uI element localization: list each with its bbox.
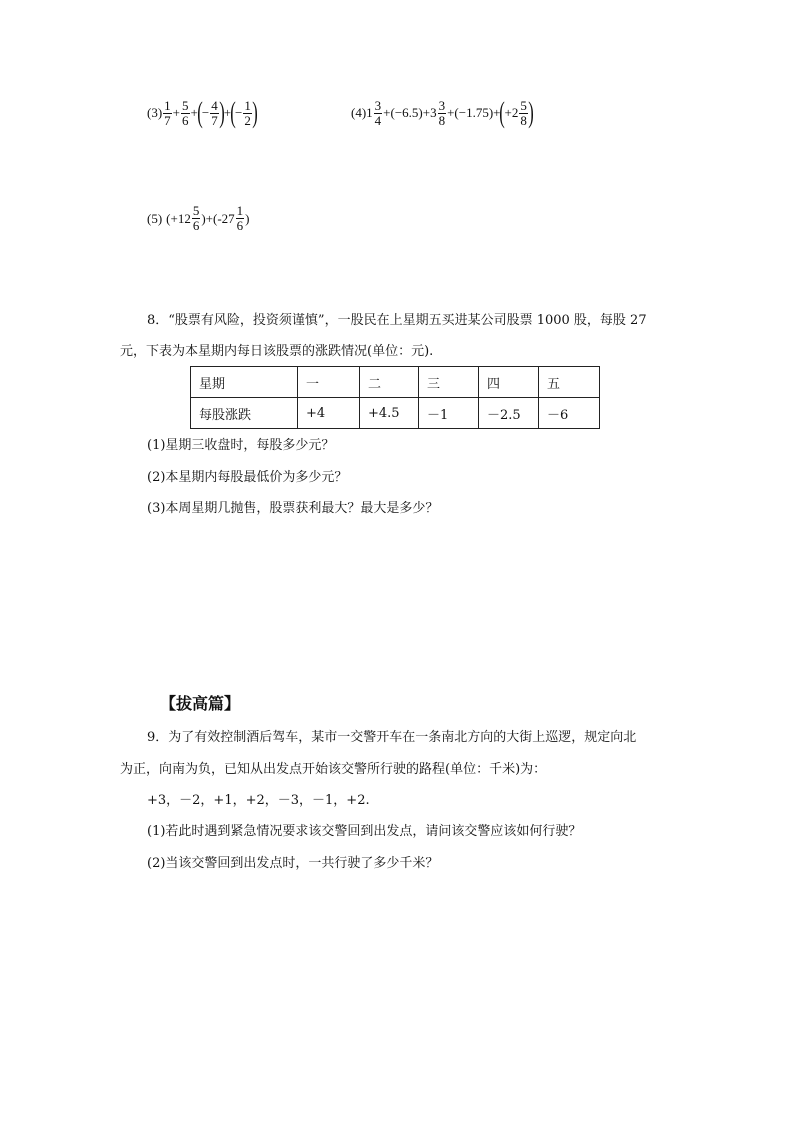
left-paren: (	[230, 96, 236, 129]
problem-5	[147, 204, 250, 233]
operator: +	[190, 105, 198, 120]
fraction: $\frac{1}{2}$	[244, 97, 251, 128]
fraction: $\frac{5}{6}$	[182, 97, 189, 128]
expression-text: +(−6.5)+3	[383, 105, 437, 120]
question-9-sub2: (2)当该交警回到出发点时，一共行驶了多少千米？	[147, 856, 439, 871]
fraction: $\frac{4}{7}$	[211, 97, 218, 128]
fraction: $\frac{1}{6}$	[236, 203, 244, 233]
operator: +	[172, 105, 181, 120]
table-cell: 三	[419, 367, 479, 398]
question-8-line1: 8．“股票有风险，投资须谨慎”，一股民在上星期五买进某公司股票 1000 股，每股 27	[147, 313, 647, 328]
right-paren: )	[252, 96, 258, 129]
table-cell: +4.5	[360, 398, 419, 429]
problem-4	[351, 98, 533, 128]
question-8-sub3: (3)本周星期几抛售，股票获利最大？最大是多少？	[147, 501, 439, 516]
expression-text: (+12	[166, 210, 191, 226]
table-cell: 一	[298, 367, 360, 398]
operator: +	[223, 105, 232, 120]
fraction: $\frac{5}{8}$	[520, 97, 527, 128]
sign: −	[201, 105, 210, 120]
table-row	[191, 398, 600, 429]
table-cell: －2.5	[479, 398, 539, 429]
left-paren: (	[197, 96, 203, 129]
expression-text: )+(-27	[201, 210, 235, 226]
question-9-sub1: (1)若此时遇到紧急情况要求该交警回到出发点，请问该交警应该如何行驶？	[147, 824, 582, 839]
table-row	[191, 367, 600, 398]
table-cell: 每股涨跌	[191, 398, 298, 429]
fraction: $\frac{3}{4}$	[374, 97, 382, 128]
right-paren: )	[528, 96, 534, 129]
whole-number: 1	[366, 105, 373, 120]
problem-label: (3)	[147, 105, 163, 120]
sign: −	[235, 105, 243, 120]
stock-change-table	[190, 366, 600, 429]
right-paren: )	[218, 96, 225, 129]
question-9-line2: 为正，向南为负，已知从出发点开始该交警所行驶的路程(单位：千米)为：	[120, 762, 547, 777]
problem-3	[147, 98, 257, 128]
table-cell: 四	[479, 367, 539, 398]
question-8-sub2: (2)本星期内每股最低价为多少元？	[147, 470, 348, 485]
question-8-line2: 元，下表为本星期内每日该股票的涨跌情况(单位：元).	[120, 344, 434, 359]
question-9-line1: 9．为了有效控制酒后驾车，某市一交警开车在一条南北方向的大街上巡逻，规定向北	[147, 730, 637, 745]
problem-label: (4)	[351, 105, 367, 120]
table-cell: －6	[539, 398, 600, 429]
table-cell: 二	[360, 367, 419, 398]
question-8-sub1: (1)星期三收盘时，每股多少元？	[147, 438, 335, 453]
expression-text: +(−1.75)+	[447, 105, 501, 120]
sign: +2	[504, 105, 519, 120]
problem-label: (5)	[147, 210, 163, 226]
table-cell: +4	[298, 398, 360, 429]
table-cell: －1	[419, 398, 479, 429]
fraction: $\frac{1}{7}$	[164, 97, 171, 128]
table-cell: 五	[539, 367, 600, 398]
left-paren: (	[499, 96, 506, 129]
section-heading: 【拔高篇】	[160, 694, 241, 713]
fraction: $\frac{3}{8}$	[438, 97, 446, 128]
question-9-values: +3，－2，+1，+2，－3，－1，+2.	[147, 793, 370, 808]
fraction: $\frac{5}{6}$	[192, 203, 200, 233]
table-cell: 星期	[191, 367, 298, 398]
expression-text: )	[245, 210, 250, 226]
